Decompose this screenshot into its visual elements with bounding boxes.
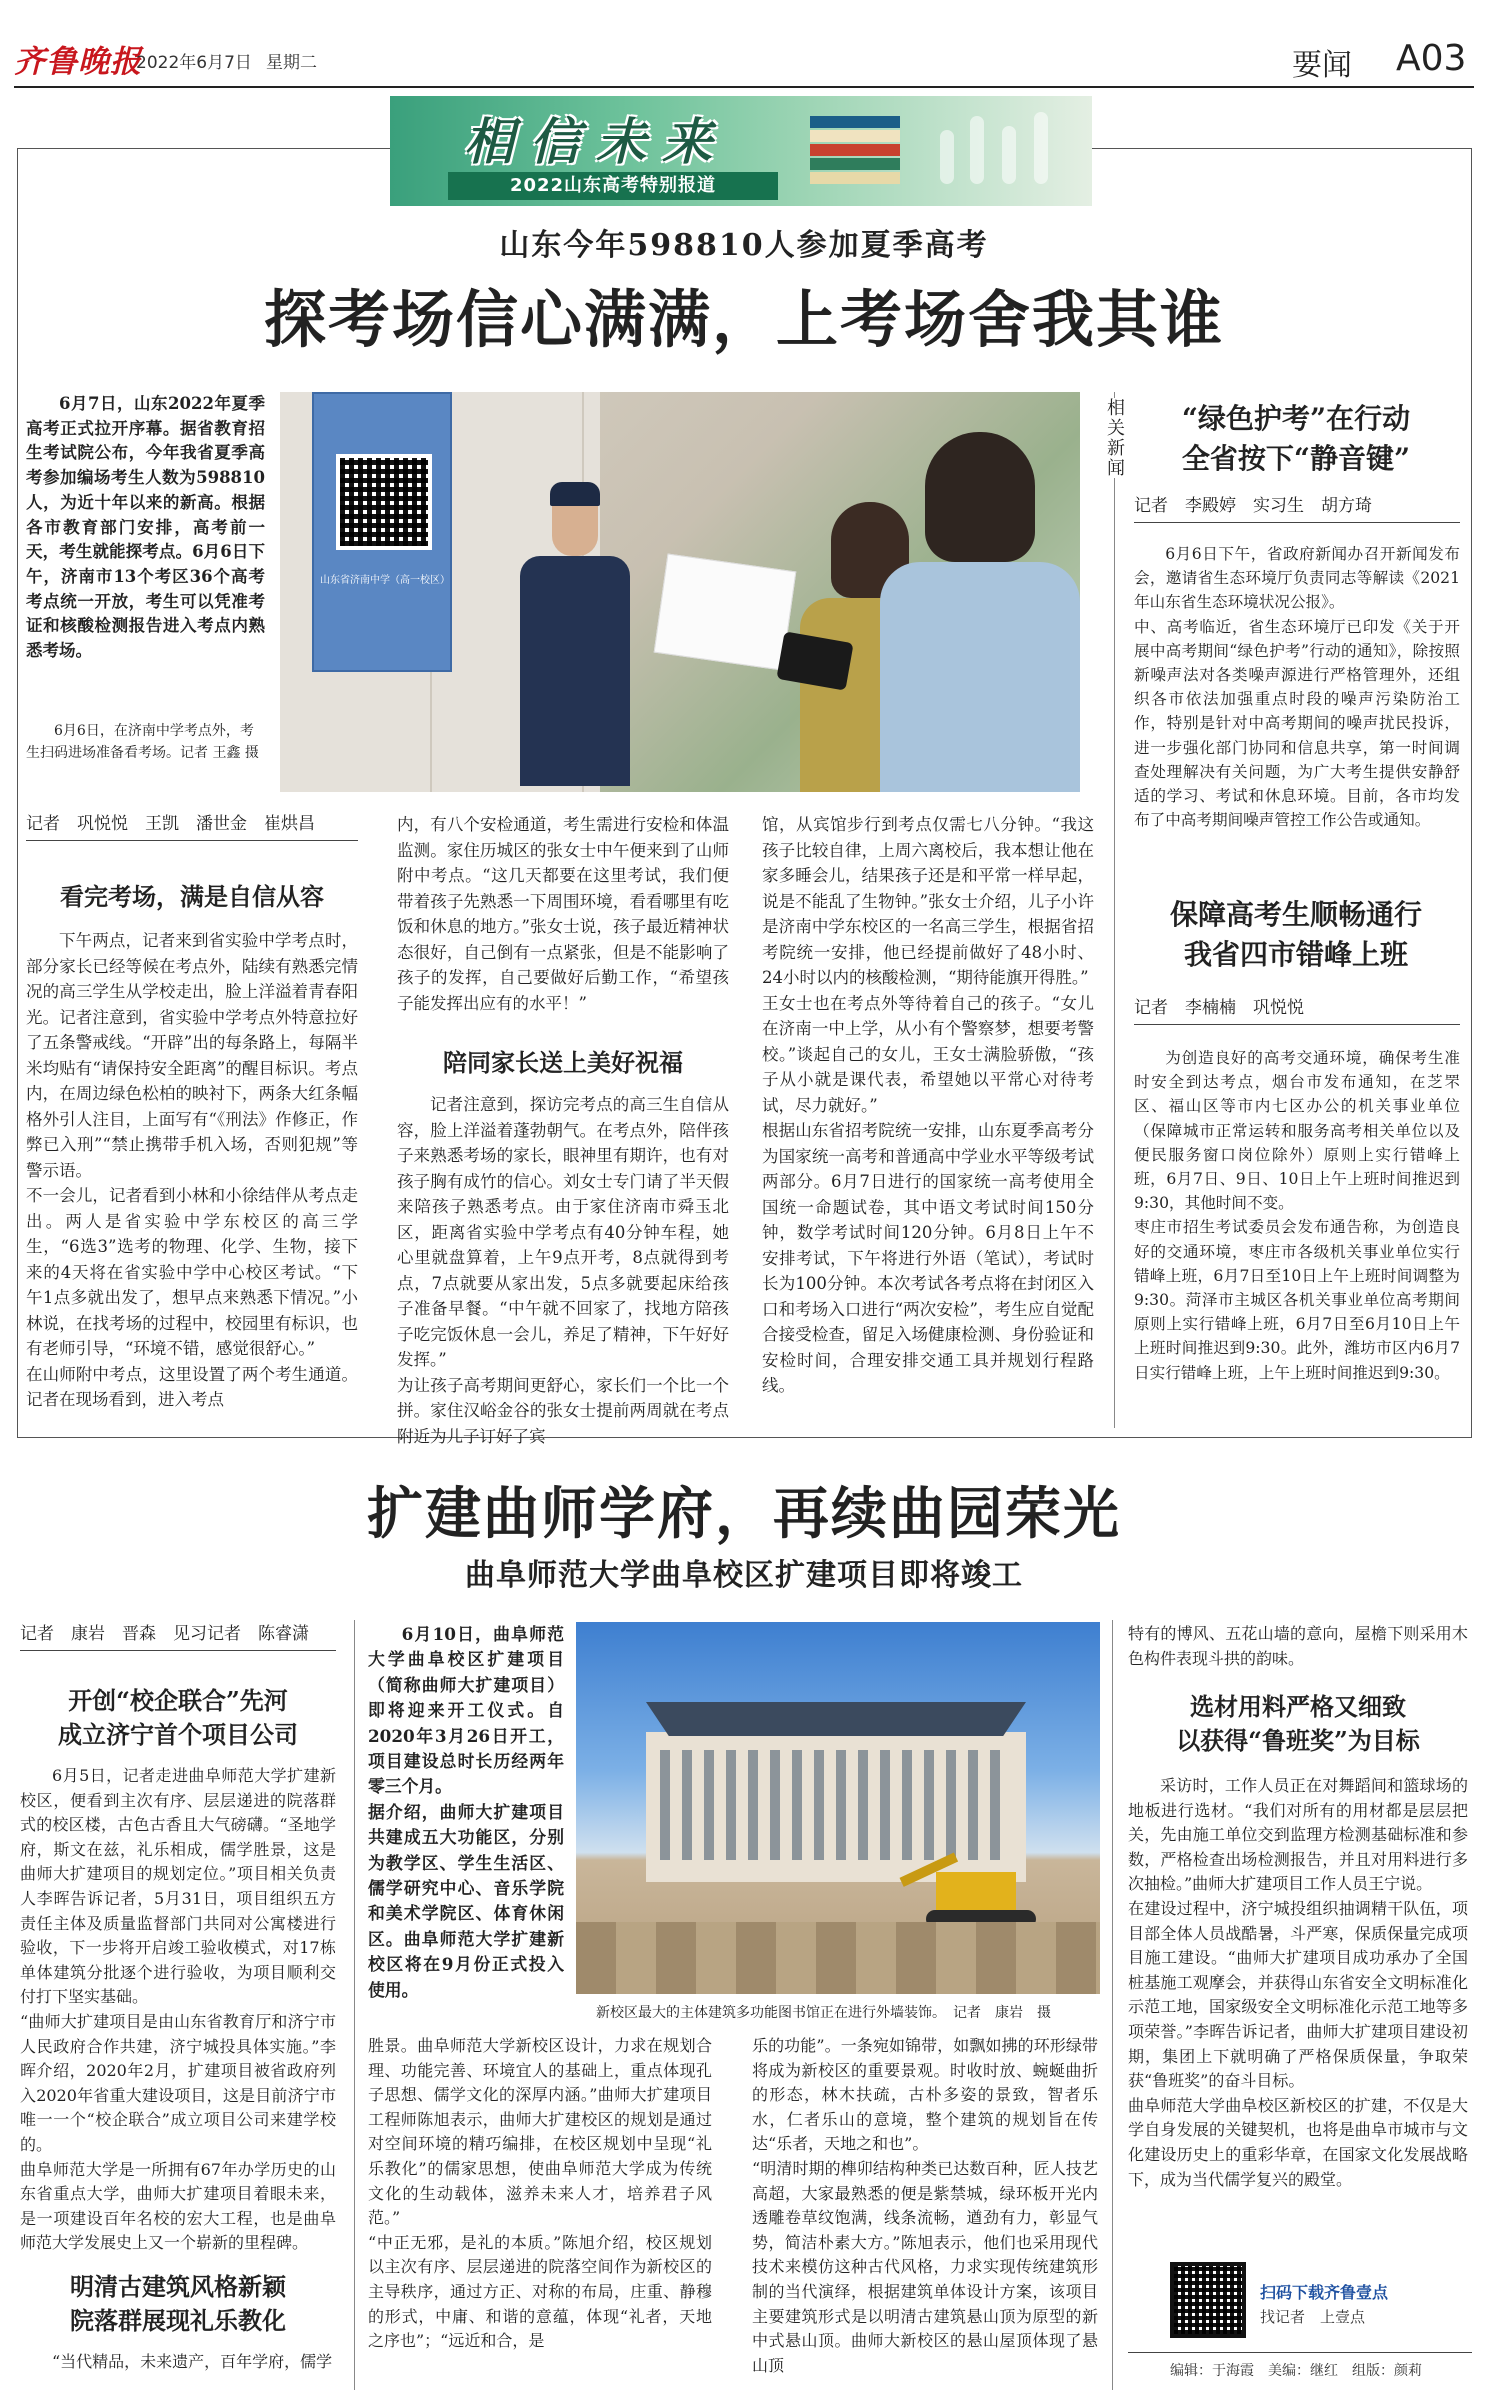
qr-promo [1170, 2262, 1470, 2342]
story2-sub2-line1: 明清古建筑风格新颖 [70, 2272, 286, 2301]
story1-kicker: 山东今年598810人参加夏季高考 [499, 228, 989, 263]
story2-divider-2 [1112, 1620, 1113, 2390]
story2-headline: 扩建曲师学府，再续曲园荣光 [367, 1481, 1121, 1547]
story1-col2-subhead: 陪同家长送上美好祝福 [443, 1048, 683, 1077]
story2-byline: 记者 康岩 晋森 见习记者 陈睿潇 [20, 1620, 336, 1651]
banner-books [810, 116, 900, 188]
story1-col1-text: 下午两点，记者来到省实验中学考点时，部分家长已经等候在考点外，陆续有熟悉完情况的高三学生从学校走出，脸上洋溢着青春阳光。记者注意到，省实验中学考点外特意拉好了五条警戒线。“开辟”出的每条路上，每隔半米均贴有“请保持安全距离”的醒目标识。考点内，在周边绿色松柏的映衬下，两条大红条幅格外引人注目，上面写有“《刑法》作修正，作弊已入刑”“禁止携带手机入场，否则犯规”等警示语。 不一会儿，记者看到小林和小徐结伴从考点走出。两人是省实验中学东校区的高三学生，“6选3”选考的物理、化学、生物，接下来的4天将在省实验中学中心校区考试。“下午1点多就出发了，想早点来熟悉下情况。”小林说，在找考场的过程中，校园里有标识，也有老师引导，“环境不错，感觉很舒心。” 在山师附中考点，这里设置了两个考生通道。记者在现场看到，进入考点 [26, 931, 358, 1409]
related-text-2: 为创造良好的高考交通环境，确保考生准时安全到达考点，烟台市发布通知，在芝罘区、福山区等市内七区办公的机关事业单位（保障城市正常运转和服务高考相关单位以及便民服务窗口岗位除外）原则上实行错峰上班，6月7日、9日、10日上午上班时间推迟到9:30，其他时间不变。 枣庄市招生考试委员会发布通告称，为创造良好的交通环境，枣庄市各级机关事业单位实行错峰上班，6月7日至10日上午上班时间调整为9:30。菏泽市主城区各机关事业单位高考期间原则上实行错峰上班，6月7日至6月10日上午上班时间推迟到9:30。此外，潍坊市区内6月7日实行错峰上班，上午上班时间推迟到9:30。 [1134, 1049, 1460, 1382]
qr-promo-line2: 找记者 上壹点 [1260, 2308, 1366, 2326]
paper-sheet [654, 553, 797, 670]
related-byline-1: 记者 李殿婷 实习生 胡方琦 [1134, 492, 1460, 523]
story1-byline: 记者 巩悦悦 王凯 潘世金 崔烘昌 [26, 810, 358, 841]
related-text-1: 6月6日下午，省政府新闻办召开新闻发布会，邀请省生态环境厅负责同志等解读《2021年山东省生态环境状况公报》。 中、高考临近，省生态环境厅已印发《关于开展中高考期间“绿色护考”行动的通知》，除按照新噪声法对各类噪声源进行严格管理外，还组织各市依法加强重点时段的噪声污染防治工作，特别是针对中高考期间的噪声扰民投诉，进一步强化部门协同和信息共享，第一时间调查处理解决有关问题，为广大考生提供安静舒适的学习、考试和休息环境。目前，各市均发布了中高考期间噪声管控工作公告或通知。 [1134, 545, 1460, 830]
banner-figures [930, 110, 1080, 190]
page-number: A03 [1396, 38, 1467, 79]
related-label-text: 相关新闻 [1104, 398, 1125, 478]
story2-col3-text: 乐的功能”。一条宛如锦带，如飘如拂的环形绿带将成为新校区的重要景观。时收时放、蜿蜒曲折的形态，林木扶疏，古朴多姿的景致，智者乐水，仁者乐山的意境，整个建筑的规划旨在传达“乐者，天地之和也”。 “明清时期的榫卯结构种类已达数百种，匠人技艺高超，大家最熟悉的便是紫禁城，绿环板开光内透雕卷草纹饱满，线条流畅，遒劲有力，彰显气势，简洁朴素大方。”陈旭表示，他们也采用现代技术来模仿这种古代风格，力求实现传统建筑形制的当代演绎，根据建筑单体设计方案，该项目主要建筑形式是以明清古建筑悬山顶为原型的新中式悬山顶。曲师大新校区的悬山屋顶体现了悬山顶 [752, 2036, 1098, 2375]
related-label [1104, 398, 1124, 478]
story1-photo [280, 392, 1080, 792]
footer-rule [1128, 2352, 1472, 2353]
footer-editors: 编辑：于海霞 美编：继红 组版：颜莉 [1170, 2363, 1422, 2379]
newspaper-logo: 齐鲁晚报 [14, 44, 142, 80]
story2-sub3-line2: 以获得“鲁班奖”为目标 [1176, 1726, 1420, 1755]
story2-col1-text: 6月5日，记者走进曲阜师范大学扩建新校区，便看到主次有序、层层递进的院落群式的校区楼，古色古香且大气磅礴。“圣地学府，斯文在兹，礼乐相成，儒学胜景，这是曲师大扩建项目的规划定位。”项目相关负责人李晖告诉记者，5月31日，项目组织五方责任主体及质量监督部门共同对公寓楼进行验收，下一步将开启竣工验收模式，对17栋单体建筑分批逐个进行验收，为项目顺利交付打下坚实基础。 “曲师大扩建项目是由山东省教育厅和济宁市人民政府合作共建，济宁城投具体实施。”李晖介绍，2020年2月，扩建项目被省政府列入2020年省重大建设项目，这是目前济宁市唯一一个“校企联合”成立项目公司来建学校的。 曲阜师范大学是一所拥有67年办学历史的山东省重点大学，曲师大扩建项目着眼未来，是一项建设百年名校的宏大工程，也是曲阜师范大学发展史上又一个崭新的里程碑。 [20, 1766, 336, 2253]
story2-photo-caption: 新校区最大的主体建筑多功能图书馆正在进行外墙装饰。 记者 康岩 摄 [596, 2005, 1051, 2021]
story1-col2-text-a: 内，有八个安检通道，考生需进行安检和体温监测。家住历城区的张女士中午便来到了山师附中考点。“这几天都要在这里考试，我们便带着孩子先熟悉一下周围环境，看看哪里有吃饭和休息的地方。”张女士说，孩子最近精神状态很好，自己倒有一点紧张，但是不能影响了孩子的发挥，自己要做好后勤工作，“希望孩子能发挥出应有的水平！” [397, 815, 729, 1013]
story1-lead: 6月7日，山东2022年夏季高考正式拉开序幕。据省教育招生考试院公布，今年我省夏季高考参加编场考生人数为598810人，为近十年以来的新高。根据各市教育部门安排，高考前一天，考生就能探考点。6月6日下午，济南市13个考区36个高考考点统一开放，考生可以凭准考证和核酸检测报告进入考点内熟悉考场。 [26, 394, 265, 661]
issue-date: 2022年6月7日 [136, 53, 252, 73]
story2-sub1-line1: 开创“校企联合”先河 [68, 1686, 288, 1715]
banner-title: 相信未来 [464, 112, 728, 171]
story1-headline: 探考场信心满满，上考场舍我其谁 [263, 283, 1224, 356]
story1-photo-caption: 6月6日，在济南中学考点外，考生扫码进场准备看考场。记者 王鑫 摄 [26, 723, 259, 761]
story2-divider-1 [354, 1620, 355, 2390]
related-byline-2: 记者 李楠楠 巩悦悦 [1134, 994, 1460, 1025]
woman-figure-2 [880, 432, 1080, 792]
story1-col2-text-b: 记者注意到，探访完考点的高三生自信从容，脸上洋溢着蓬勃朝气。在考点外，陪伴孩子来熟悉考场的家长，眼神里有期许，也有对孩子胸有成竹的信心。刘女士专门请了半天假来陪孩子熟悉考点。由于家住济南市舜玉北区，距离省实验中学考点有40分钟车程，她心里就盘算着，上午9点开考，8点就得到考点，7点就要从家出发，5点多就要起床给孩子准备早餐。“中午就不回家了，找地方陪孩子吃完饭休息一会儿，养足了精神，下午好好发挥。” 为让孩子高考期间更舒心，家长们一个比一个拼。家住汉峪金谷的张女士提前两周就在考点附近为儿子订好了宾 [397, 1095, 729, 1446]
story1-col3-text: 馆，从宾馆步行到考点仅需七八分钟。“我这孩子比较自律，上周六离校后，我本想让他在家多睡会儿，结果孩子还是和平常一样早起，说是不能乱了生物钟。”张女士介绍，儿子小许是济南中学东校区的一名高三学生，根据省招考院统一安排，他已经提前做好了48小时、24小时以内的核酸检测，“期待能旗开得胜。” 王女士也在考点外等待着自己的孩子。“女儿在济南一中上学，从小有个警察梦，想要考警校。”谈起自己的女儿，王女士满脸骄傲，“孩子从小就是课代表，希望她以平常心对待考试，尽力就好。” 根据山东省招考院统一安排，山东夏季高考分为国家统一高考和普通高中学业水平等级考试两部分。6月7日进行的国家统一高考使用全国统一命题试卷，其中语文考试时间150分钟，数学考试时间120分钟。6月8日上午不安排考试，下午将进行外语（笔试），考试时长为100分钟。本次考试各考点将在封闭区入口和考场入口进行“两次安检”，考生应自觉配合接受检查，留足入场健康检测、身份验证和安检时间，合理安排交通工具并规划行程路线。 [762, 815, 1094, 1395]
story1-col1-subhead: 看完考场，满是自信从容 [60, 882, 324, 911]
related-headline-2-line2: 我省四市错峰上班 [1183, 938, 1408, 971]
issue-weekday: 星期二 [266, 53, 317, 73]
qr-promo-line1: 扫码下载齐鲁壹点 [1260, 2283, 1389, 2302]
section-name: 要闻 [1292, 48, 1352, 83]
story2-col1-text-b: “当代精品，未来遗产，百年学府，儒学 [52, 2352, 333, 2371]
masthead-rule [14, 86, 1474, 88]
story2-col4-text-b: 采访时，工作人员正在对舞蹈间和篮球场的地板进行选材。“我们对所有的用材都是层层把关，先由施工单位交到监理方检测基础标准和参数，严格检查出场检测报告，并且对用料进行多次抽检。”曲师大扩建项目工作人员王宁说。 在建设过程中，济宁城投组织抽调精干队伍，项目部全体人员战酷暑，斗严寒，保质保量完成项目施工建设。“曲师大扩建项目成功承办了全国桩基施工观摩会，并获得山东省安全文明标准化示范工地，国家级安全文明标准化示范工地等多项荣誉。”李晖告诉记者，曲师大扩建项目建设初期，集团上下就明确了严格保质保量，争取荣获“鲁班奖”的奋斗目标。 曲阜师范大学曲阜校区新校区的扩建，不仅是大学自身发展的关键契机，也将是曲阜市城市与文化建设历史上的重彩华章，在国家文化发展战略下，成为当代儒学复兴的殿堂。 [1128, 1776, 1468, 2189]
story2-sub2-line2: 院落群展现礼乐教化 [70, 2306, 286, 2335]
story2-col2-text: 胜景。曲阜师范大学新校区设计，力求在规划合理、功能完善、环境宜人的基础上，重点体现孔子思想、儒学文化的深厚内涵。”曲师大扩建项目工程师陈旭表示，曲师大扩建校区的规划是通过对空间环境的精巧编排，在校区规划中呈现“礼乐教化”的儒家思想，使曲阜师范大学成为传统文化的生动载体，滋养未来人才，培养君子风范。” “中正无邪，是礼的本质。”陈旭介绍，校区规划以主次有序、层层递进的院落空间作为新校区的主导秩序，通过方正、对称的布局，庄重、静穆的形式，中庸、和谐的意蕴，体现“礼者，天地之序也”；“远近和合，是 [368, 2036, 712, 2351]
qr-code-icon[interactable] [1170, 2262, 1246, 2338]
excavator [896, 1852, 1046, 1932]
guard-figure [520, 482, 630, 792]
qr-poster [312, 392, 452, 672]
story2-lead: 6月10日，曲阜师范大学曲阜校区扩建项目（简称曲师大扩建项目）即将迎来开工仪式。自2020年3月26日开工，项目建设总时长历经两年零三个月。 据介绍，曲师大扩建项目共建成五大功能区，分别为教学区、学生生活区、儒学研究中心、音乐学院和美术学院区、体育休闲区。曲阜师范大学扩建新校区将在9月份正式投入使用。 [368, 1624, 564, 2000]
qr-poster-caption: 山东省济南中学（高一校区） [320, 575, 450, 586]
banner [390, 96, 1092, 206]
story2-sub3-line1: 选材用料严格又细致 [1190, 1692, 1406, 1721]
related-headline-2-line1: 保障高考生顺畅通行 [1169, 898, 1422, 931]
related-headline-1-line1: “绿色护考”在行动 [1181, 402, 1411, 435]
story2-sub1-line2: 成立济宁首个项目公司 [58, 1720, 298, 1749]
story2-subhead: 曲阜师范大学曲阜校区扩建项目即将竣工 [465, 1558, 1023, 1593]
related-headline-1-line2: 全省按下“静音键” [1181, 442, 1411, 475]
story2-col4-text-a: 特有的博风、五花山墙的意向，屋檐下则采用木色构件表现斗拱的韵味。 [1128, 1624, 1468, 1668]
banner-subtitle: 2022山东高考特别报道 [448, 172, 778, 200]
masthead [0, 0, 1488, 92]
story2-photo [576, 1622, 1100, 1994]
related-divider [1114, 392, 1115, 1428]
pipes [576, 1922, 1100, 1994]
